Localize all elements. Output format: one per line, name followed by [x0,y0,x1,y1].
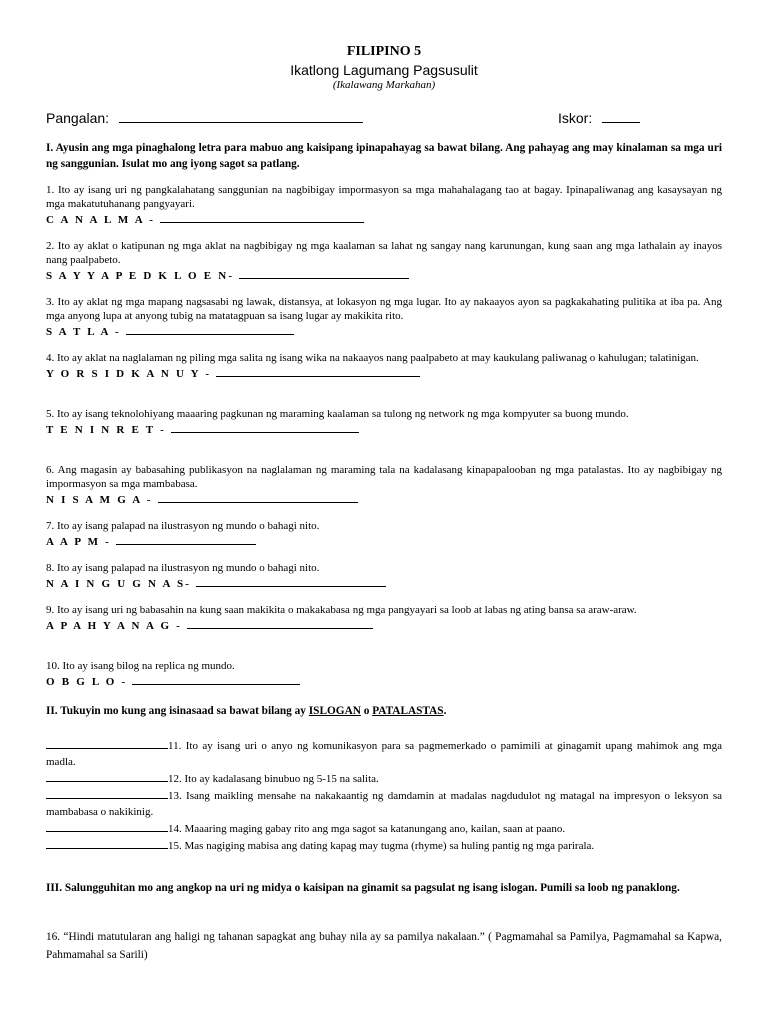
answer-blank[interactable] [216,366,420,377]
scrambled-word: Y O R S I D K A N U Y - [46,368,212,380]
part2-items [46,737,722,854]
scramble-line [46,674,722,689]
question-item [46,519,722,549]
question-text: 5. Ito ay isang teknolohiyang maaaring pagkunan ng maraming kaalaman sa tulong ng network ng mga kompyuter sa buong mundo. [46,408,629,420]
scrambled-word: A P A H Y A N A G - [46,620,183,632]
answer-blank[interactable] [46,770,168,782]
scramble-line [46,324,722,339]
option-patalastas: PATALASTAS [372,705,444,717]
statement-row [46,820,722,837]
scrambled-word: N I S A M G A - [46,494,153,506]
answer-blank[interactable] [239,268,409,279]
question-text: 8. Ito ay isang palapad na ilustrasyon ng mundo o bahagi nito. [46,562,320,574]
question-item [46,603,722,633]
score-blank[interactable] [602,110,640,123]
score-label: Iskor: [558,110,593,126]
statement-row [46,837,722,854]
scramble-line [46,576,722,591]
scrambled-word: C A N A L M A - [46,214,156,226]
scrambled-word: T E N I N R E T - [46,424,166,436]
question-item [46,561,722,591]
question-item [46,659,722,689]
answer-blank[interactable] [46,837,168,849]
answer-blank[interactable] [171,422,359,433]
scrambled-word: O B G L O - [46,676,128,688]
statement-text: 12. Ito ay kadalasang binubuo ng 5-15 na salita. [168,773,379,785]
question-item [46,351,722,381]
worksheet-subtitle: Ikatlong Lagumang Pagsusulit [290,62,478,78]
scramble-line [46,366,722,381]
part1-instruction: I. Ayusin ang mga pinaghalong letra para mabuo ang kaisipang ipinapahayag sa bawat bilang. Ang pahayag ang may kinalaman sa mga uri ng sanggunian. Isulat mo ang iyong sagot sa patlang. [46,142,722,170]
question-text: 4. Ito ay aklat na naglalaman ng piling mga salita ng isang wika na nakaayos nang paalpabeto at may kaukulang paliwanag o kahulugan; talatinigan. [46,352,699,364]
answer-blank[interactable] [126,324,294,335]
question-item [46,463,722,507]
score-field [558,110,640,126]
answer-blank[interactable] [46,820,168,832]
scramble-line [46,534,722,549]
worksheet-title: FILIPINO 5 [346,44,422,59]
question-item [46,295,722,339]
name-field [46,110,363,126]
question-text: 1. Ito ay isang uri ng pangkalahatang sanggunian na nagbibigay impormasyon sa mga mahahalagang tao at bagay. Ipinapaliwanag ang kasaysayan ng mga makatutuhanang pangyayari. [46,184,722,210]
question-16: 16. “Hindi matutularan ang haligi ng tahanan sapagkat ang buhay nila ay sa pamilya nakalaan.” ( Pagmamahal sa Pamilya, Pagmamahal sa Kapwa, Pahmamahal sa Sarili) [46,931,722,961]
scrambled-word: S A Y Y A P E D K L O E N- [46,270,235,282]
question-text: 2. Ito ay aklat o katipunan ng mga aklat na nagbibigay ng mga kaalaman sa lahat ng sangay nang karunungan, kung saan ang mga lathalain ay inayos nang paalpabeto. [46,240,722,266]
quarter-label: (Ikalawang Markahan) [332,79,436,91]
name-blank[interactable] [119,110,363,123]
option-joiner: o [363,705,370,717]
answer-blank[interactable] [132,674,300,685]
scramble-line [46,268,722,283]
answer-blank[interactable] [196,576,386,587]
statement-row [46,787,722,820]
question-text: 10. Ito ay isang bilog na replica ng mundo. [46,660,235,672]
question-text: 3. Ito ay aklat ng mga mapang nagsasabi ng lawak, distansya, at lokasyon ng mga lugar. Ito ay nakaayos ayon sa pagkakahating pulitika at iba pa. Ang mga anyong lupa at anyong tubig na matatagpuan sa isang lugar ay makikita rito. [46,296,722,322]
part2-instruction-end: . [443,705,447,717]
statement-text: 13. Isang maikling mensahe na nakakaantig ng damdamin at madalas nagdudulot ng matagal na impresyon o leksyon sa mambabasa o nakikinig. [46,790,722,818]
answer-blank[interactable] [158,492,358,503]
question-text: 7. Ito ay isang palapad na ilustrasyon ng mundo o bahagi nito. [46,520,320,532]
scramble-line [46,422,722,437]
answer-blank[interactable] [46,737,168,749]
question-item [46,183,722,227]
answer-blank[interactable] [187,618,373,629]
scrambled-word: S A T L A - [46,326,121,338]
question-text: 6. Ang magasin ay babasahing publikasyon na naglalaman ng maraming tala na kadalasang kinapapalooban ng mga patalastas. Ito ay nagbibigay ng impormasyon sa mga mambabasa. [46,464,722,490]
part3-instruction: III. Salungguhitan mo ang angkop na uri ng midya o kaisipan na ginamit sa pagsulat ng isang islogan. Pumili sa loob ng panaklong. [46,882,680,894]
statement-text: 14. Maaaring maging gabay rito ang mga sagot sa katanungang ano, kailan, saan at paano. [168,823,566,835]
part2-instruction-text: II. Tukuyin mo kung ang isinasaad sa bawat bilang ay [46,705,306,717]
scrambled-word: A A P M - [46,536,112,548]
statement-text: 15. Mas nagiging mabisa ang dating kapag may tugma (rhyme) sa huling pantig ng mga parirala. [168,840,595,852]
answer-blank[interactable] [160,212,364,223]
statement-row [46,770,722,787]
question-text: 9. Ito ay isang uri ng babasahin na kung saan makikita o makakabasa ng mga pangyayari sa loob at labas ng ating bansa sa araw-araw. [46,604,637,616]
scramble-line [46,618,722,633]
answer-blank[interactable] [46,787,168,799]
question-item [46,407,722,437]
statement-text: 11. Ito ay isang uri o anyo ng komunikasyon para sa pagmemerkado o pamimili at ginagamit upang mahimok ang mga madla. [46,740,722,768]
scramble-line [46,212,722,227]
question-item [46,239,722,283]
statement-row [46,737,722,770]
option-islogan: ISLOGAN [308,705,361,717]
scrambled-word: N A I N G U G N A S- [46,578,192,590]
answer-blank[interactable] [116,534,256,545]
scramble-line [46,492,722,507]
name-label: Pangalan: [46,110,110,126]
part2-instruction [46,703,722,719]
